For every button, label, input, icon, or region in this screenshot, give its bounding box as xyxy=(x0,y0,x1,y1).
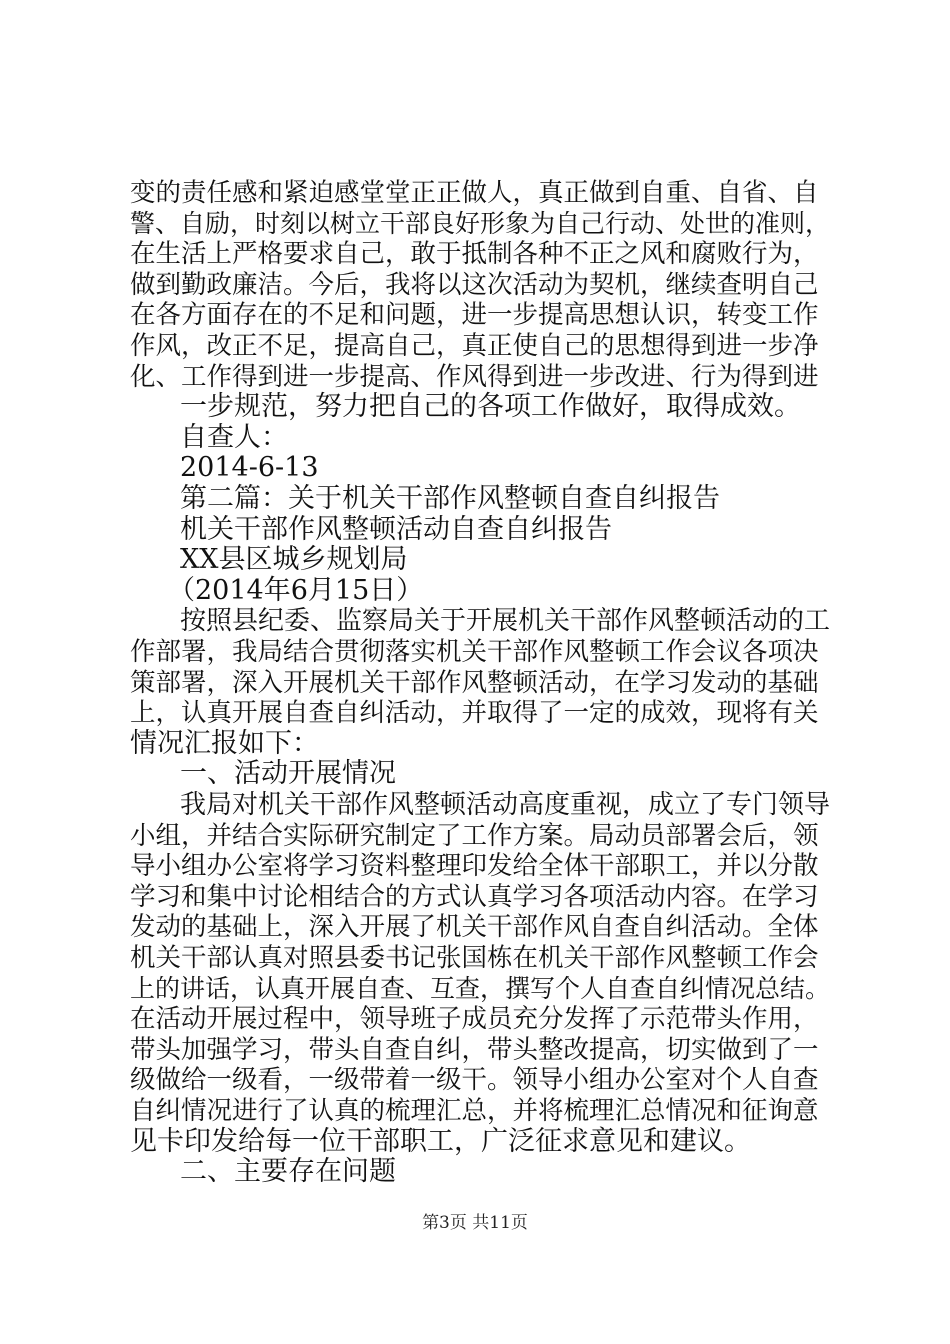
text-line: 作部署，我局结合贯彻落实机关干部作风整顿工作会议各项决 xyxy=(130,637,819,667)
report-title: 机关干部作风整顿活动自查自纠报告 xyxy=(180,513,612,545)
text-line: 策部署，深入开展机关干部作风整顿活动，在学习发动的基础 xyxy=(130,667,819,698)
text-line: 发动的基础上，深入开展了机关干部作风自查自纠活动。全体 xyxy=(130,912,819,943)
report-organization: XX县区城乡规划局 xyxy=(180,544,408,576)
text-line: 导小组办公室将学习资料整理印发给全体干部职工，并以分散 xyxy=(130,851,819,882)
text-line: 机关干部认真对照县委书记张国栋在机关干部作风整顿工作会 xyxy=(130,943,819,973)
text-line: 一步规范，努力把自己的各项工作做好，取得成效。 xyxy=(180,391,801,423)
chapter-title: 第二篇：关于机关干部作风整顿自查自纠报告 xyxy=(180,483,720,514)
text-line: 我局对机关干部作风整顿活动高度重视，成立了专门领导 xyxy=(180,790,831,820)
text-line: 自纠情况进行了认真的梳理汇总，并将梳理汇总情况和征询意 xyxy=(130,1096,819,1126)
text-line: 化、工作得到进一步提高、作风得到进一步改进、行为得到进 xyxy=(130,361,819,392)
text-line: 上，认真开展自查自纠活动，并取得了一定的成效，现将有关 xyxy=(130,698,819,729)
text-line: 级做给一级看，一级带着一级干。领导小组办公室对个人自查 xyxy=(130,1065,819,1096)
text-line: 警、自励，时刻以树立干部良好形象为自己行动、处世的准则， xyxy=(130,208,831,238)
section-heading: 一、活动开展情况 xyxy=(180,758,396,790)
signature-label: 自查人： xyxy=(180,421,288,453)
text-line: 带头加强学习，带头自查自纠，带头整改提高，切实做到了一 xyxy=(130,1034,819,1065)
text-line: 上的讲话，认真开展自查、互查，撰写个人自查自纠情况总结。 xyxy=(130,973,831,1003)
text-line: 情况汇报如下： xyxy=(130,727,319,759)
text-line: 变的责任感和紧迫感堂堂正正做人，真正做到自重、自省、自 xyxy=(130,178,819,208)
section-heading: 二、主要存在问题 xyxy=(180,1156,396,1188)
text-line: 在各方面存在的不足和问题，进一步提高思想认识，转变工作 xyxy=(130,300,819,331)
text-line: 作风，改正不足，提高自己，真正使自己的思想得到进一步净 xyxy=(130,331,819,361)
page-footer: 第3页 共11页 xyxy=(422,1213,528,1233)
text-line: 学习和集中讨论相结合的方式认真学习各项活动内容。在学习 xyxy=(130,881,819,912)
text-line: 在生活上严格要求自己，敢于抵制各种不正之风和腐败行为， xyxy=(130,239,819,270)
text-line: 按照县纪委、监察局关于开展机关干部作风整顿活动的工 xyxy=(180,606,831,637)
report-date: （2014年6月15日） xyxy=(168,574,424,606)
text-line: 在活动开展过程中，领导班子成员充分发挥了示范带头作用， xyxy=(130,1004,819,1035)
signature-date: 2014-6-13 xyxy=(180,452,319,484)
text-line: 见卡印发给每一位干部职工，广泛征求意见和建议。 xyxy=(130,1125,751,1157)
text-line: 做到勤政廉洁。今后，我将以这次活动为契机，继续查明自己 xyxy=(130,269,819,300)
text-line: 小组，并结合实际研究制定了工作方案。局动员部署会后，领 xyxy=(130,820,819,851)
